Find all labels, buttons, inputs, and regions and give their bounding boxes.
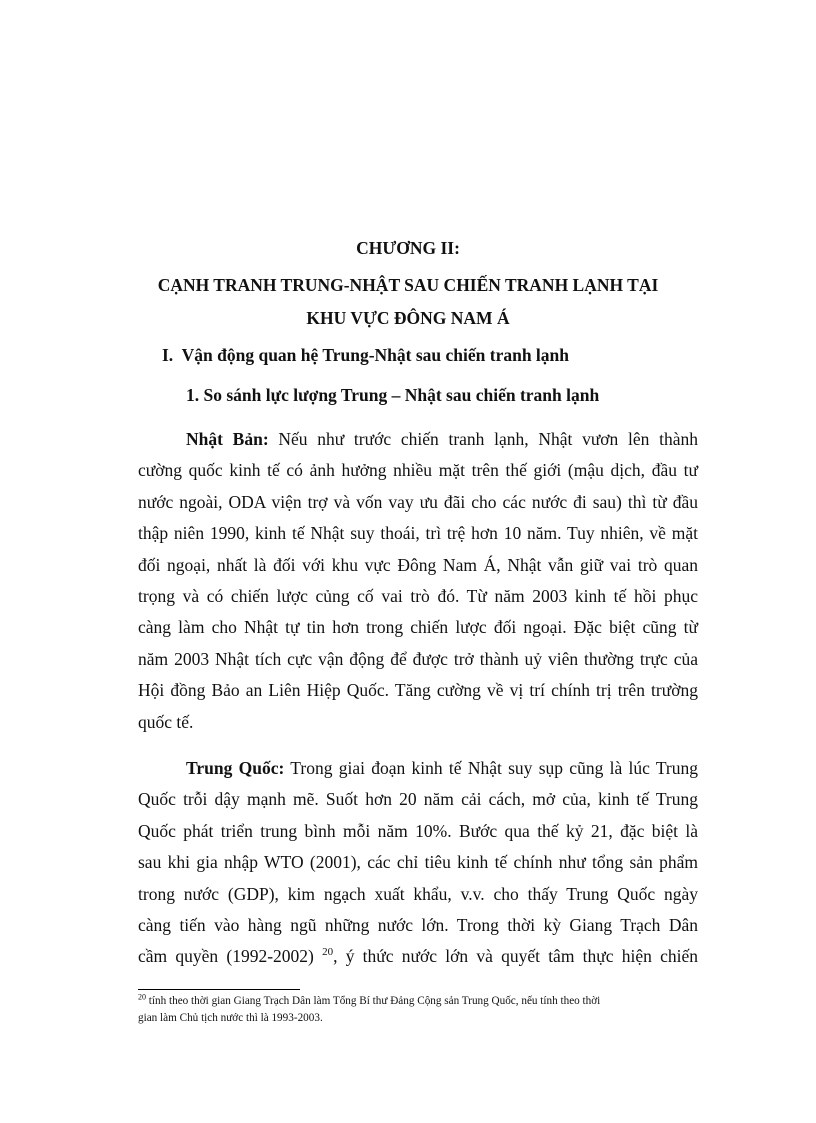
footnote-number: 20 [138,992,146,1002]
footnote-line: gian làm Chủ tịch nước thì là 1993-2003. [138,1012,323,1024]
paragraph-lead-japan: Nhật Bản: [186,429,269,449]
paragraph-line: Nhật Bản: Nếu như trước chiến tranh lạnh, Nhật vươn lên thành [186,429,698,449]
paragraph-line: cầm quyền (1992-2002) $^{20}$, ý thức nước lớn và quyết tâm thực hiện chiến [138,946,699,967]
paragraph-line: trong nước (GDP), kim ngạch xuất khẩu, v.v. cho thấy Trung Quốc ngày [138,883,698,904]
paragraph-line: cường quốc kinh tế có ảnh hưởng nhiều mặt trên thế giới (mậu dịch, đầu tư [138,460,698,481]
paragraph-line: trọng và có chiến lược củng cố vai trò đó. Từ năm 2003 kinh tế hồi phục [138,586,698,607]
footnote-divider [138,989,300,990]
chapter-title-line1: CẠNH TRANH TRUNG-NHẬT SAU CHIẾN TRANH LẠNH TẠI [157,275,659,295]
paragraph-line: càng tiến vào hàng ngũ những nước lớn. Trong thời kỳ Giang Trạch Dân [138,915,698,936]
paragraph-line: Quốc trỗi dậy mạnh mẽ. Suốt hơn 20 năm cải cách, mở của, kinh tế Trung [138,789,698,810]
paragraph-line: năm 2003 Nhật tích cực vận động để được trở thành uỷ viên thường trực của [138,648,698,669]
paragraph-line: Trung Quốc: Trong giai đoạn kinh tế Nhật suy sụp cũng là lúc Trung [186,758,698,778]
subsection-heading: 1. So sánh lực lượng Trung – Nhật sau chiến tranh lạnh [186,385,600,405]
footnote [138,993,698,1027]
chapter-label: CHƯƠNG II: [356,238,460,258]
paragraph-lead-china: Trung Quốc: [186,758,285,778]
paragraph-line: Quốc phát triển trung bình mỗi năm 10%. Bước qua thế kỷ 21, đặc biệt là [138,820,698,841]
paragraph-line: sau khi gia nhập WTO (2001), các chỉ tiêu kinh tế chính như tổng sản phẩm [138,852,698,873]
paragraph-line: càng làm cho Nhật tự tin hơn trong chiến lược đối ngoại. Đặc biệt cũng từ [138,617,698,638]
paragraph-line: quốc tế. [138,711,194,732]
paragraph-line: Hội đồng Bảo an Liên Hiệp Quốc. Tăng cường về vị trí chính trị trên trường [138,680,698,701]
paragraph-line: đối ngoại, nhất là đối với khu vực Đông Nam Á, Nhật vẫn giữ vai trò quan [138,554,698,575]
footnote-line: $^{20}$ tính theo thời gian Giang Trạch Dân làm Tổng Bí thư Đảng Cộng sản Trung Quốc, nếu tính theo thời [138,992,601,1007]
paragraph-line: thập niên 1990, kinh tế Nhật suy thoái, trì trệ hơn 10 năm. Tuy nhiên, về mặt [138,523,698,544]
paragraph-china [138,753,698,973]
section-heading: I. Vận động quan hệ Trung-Nhật sau chiến tranh lạnh [162,345,570,365]
footnote-ref[interactable]: 20 [322,946,334,959]
paragraph-japan [138,424,698,738]
chapter-title-line2: KHU VỰC ĐÔNG NAM Á [306,308,510,328]
paragraph-line: nước ngoài, ODA viện trợ và vốn vay ưu đãi cho các nước đi sau) thì từ đầu [138,491,698,512]
